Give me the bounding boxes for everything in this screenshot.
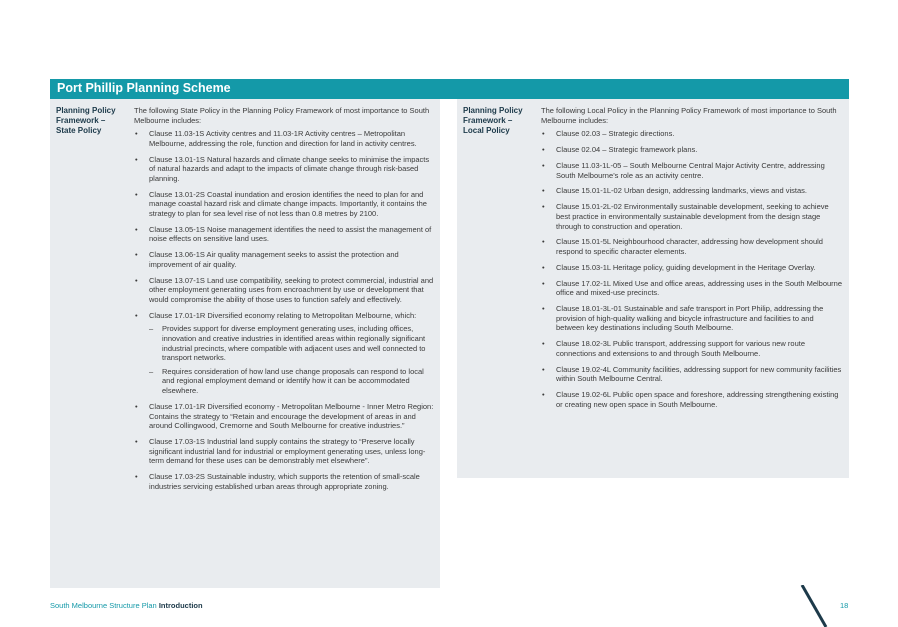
state-policy-item <box>134 250 434 269</box>
local-policy-item: • Clause 17.02-1L Mixed Use and office areas, addressing uses in the South Melbourne office and mixed-use precincts. <box>541 279 843 298</box>
local-policy-item: • Clause 19.02-4L Community facilities, addressing support for new community facilities within South Melbourne Central. <box>541 365 843 384</box>
local-policy-item: • Clause 15.01-2L-02 Environmentally sustainable development, seeking to achieve best practice in environmentally sustainable development from the design stage through to construction and operation. <box>541 202 843 231</box>
state-policy-item-text: Clause 17.03-2S Sustainable industry, which supports the retention of small-scale industries servicing established urban areas through appropriate zoning. <box>149 472 420 491</box>
local-policy-label: Planning Policy Framework – Local Policy <box>463 106 523 135</box>
state-policy-item-text: Clause 11.03-1S Activity centres and 11.03-1R Activity centres – Metropolitan Melbourne, addressing the role, function and direction for land in activity centres. <box>149 129 417 148</box>
local-policy-list <box>541 129 843 409</box>
state-policy-item <box>134 437 434 466</box>
local-policy-item: • Clause 11.03-1L-05 – South Melbourne Central Major Activity Centre, addressing South Melbourne’s role as an activity centre. <box>541 161 843 180</box>
local-policy-item: • Clause 02.03 – Strategic directions. <box>541 129 843 139</box>
section-title: Port Phillip Planning Scheme <box>57 81 231 95</box>
state-policy-list <box>134 129 434 491</box>
state-policy-sublist <box>149 324 434 395</box>
state-policy-label: Planning Policy Framework – State Policy <box>56 106 116 135</box>
state-policy-item <box>134 155 434 184</box>
state-policy-item-text: Clause 13.01-1S Natural hazards and climate change seeks to minimise the impacts of natural hazards and adapt to the impacts of climate change through risk-based planning. <box>149 154 430 183</box>
local-policy-item: • Clause 19.02-6L Public open space and foreshore, addressing strengthening existing or creating new open space in South Melbourne. <box>541 390 843 409</box>
state-policy-item <box>134 190 434 219</box>
state-policy-item <box>134 225 434 244</box>
state-policy-item-text: Clause 17.01-1R Diversified economy - Metropolitan Melbourne - Inner Metro Region: Contains the strategy to “Retain and encourage the development of areas in and around Collingwood, Cremorne and South Melbourne for creative industries.” <box>149 401 434 431</box>
state-policy-item-text: Clause 13.05-1S Noise management identifies the need to assist the management of noise effects on sensitive land uses. <box>149 224 432 244</box>
local-policy-item: • Clause 18.01-3L-01 Sustainable and safe transport in Port Philip, addressing the provision of high-quality walking and bicycle infrastructure and facilities to and between key destinations including South Melbourne. <box>541 304 843 333</box>
state-policy-item <box>134 311 434 396</box>
state-policy-subitem: – Provides support for diverse employment generating uses, including offices, innovation and creative industries in identified areas within regionally significant industrial precincts, where compatible with adjacent uses and well connected to transport networks. <box>149 324 434 362</box>
local-policy-item: • Clause 15.01-1L-02 Urban design, addressing landmarks, views and vistas. <box>541 186 843 196</box>
brand-slash-graphic <box>796 585 836 627</box>
state-policy-panel <box>50 99 440 588</box>
local-policy-panel <box>457 99 849 478</box>
state-policy-item-text: Clause 17.01-1R Diversified economy relating to Metropolitan Melbourne, which: <box>149 310 417 320</box>
state-policy-item <box>134 129 434 148</box>
state-policy-item <box>134 276 434 305</box>
page-number: 18 <box>840 601 849 610</box>
local-policy-item: • Clause 15.01-5L Neighbourhood character, addressing how development should respond to specific character elements. <box>541 237 843 256</box>
state-policy-item-text: Clause 13.06-1S Air quality management seeks to assist the protection and improvement of air quality. <box>149 250 399 269</box>
state-policy-content <box>134 106 434 498</box>
state-policy-item-text: Clause 17.03-1S Industrial land supply contains the strategy to “Preserve locally significant industrial land for industrial or employment generating uses, unless long-term demand for these uses can be demonstrably met elsewhere”. <box>149 437 426 466</box>
local-policy-item: • Clause 15.03-1L Heritage policy, guiding development in the Heritage Overlay. <box>541 263 843 273</box>
state-policy-intro: The following State Policy in the Planning Policy Framework of most importance to South Melbourne includes: <box>134 106 430 125</box>
state-policy-item <box>134 472 434 491</box>
footer-section: Introduction <box>158 601 203 610</box>
local-policy-item: • Clause 18.02-3L Public transport, addressing support for various new route connections and extensions to and through South Melbourne. <box>541 339 843 358</box>
footer <box>50 601 203 610</box>
state-policy-item <box>134 402 434 431</box>
section-banner <box>50 79 849 99</box>
local-policy-item: • Clause 02.04 – Strategic framework plans. <box>541 145 843 155</box>
local-policy-content <box>541 106 843 416</box>
state-policy-subitem: – Requires consideration of how land use change proposals can respond to local and regional employment demand or identify how it can be accommodated elsewhere. <box>149 367 434 396</box>
local-policy-intro: The following Local Policy in the Planning Policy Framework of most importance to South Melbourne includes: <box>541 106 837 125</box>
footer-doc-title: South Melbourne Structure Plan <box>50 601 157 610</box>
state-policy-item-text: Clause 13.07-1S Land use compatibility, seeking to protect commercial, industrial and other employment generating uses from encroachment by use or development that would compromise the ability of those uses to function safely and effectively. <box>149 275 434 304</box>
state-policy-item-text: Clause 13.01-2S Coastal inundation and erosion identifies the need to plan for and manage coastal hazard risk and climate change impacts. Importantly, it contains the strategy to plan for sea level rise of not less than 0.8 metres by 2100. <box>149 189 427 218</box>
